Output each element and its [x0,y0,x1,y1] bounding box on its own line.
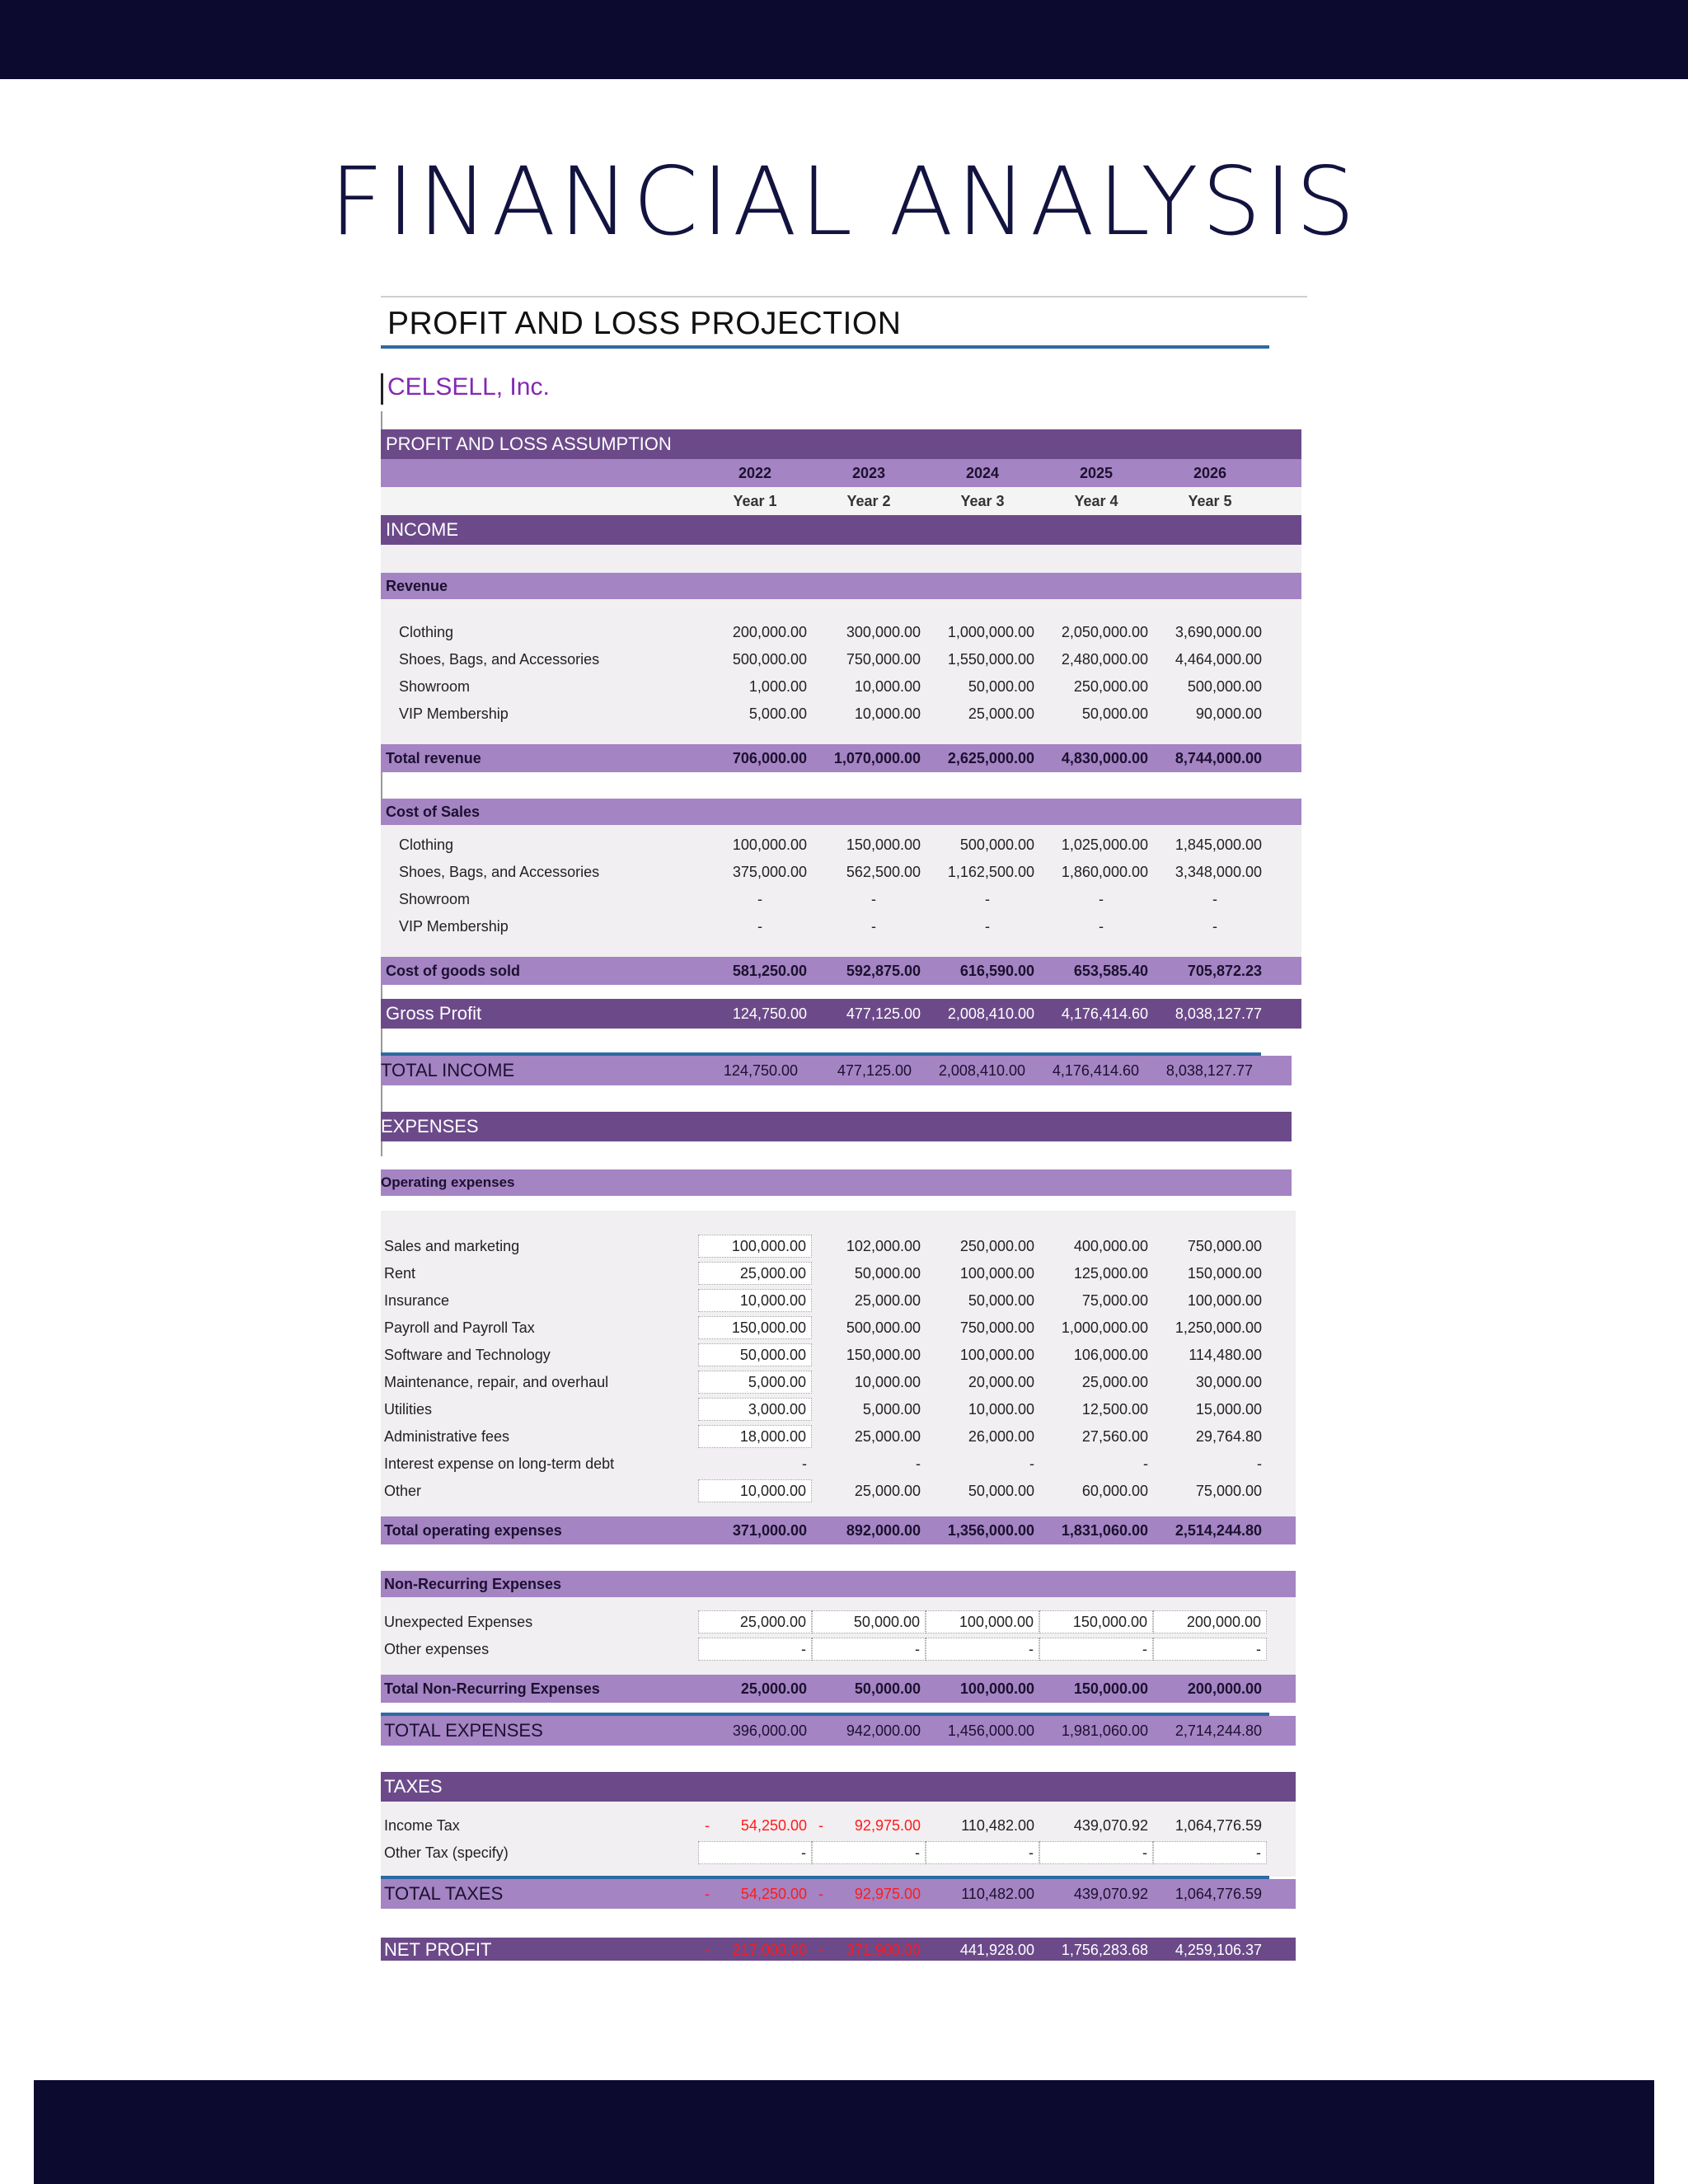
income-tax-row-label: Income Tax [384,1817,460,1834]
operating-row-value[interactable]: 750,000.00 [959,1319,1034,1336]
gross-profit-row-value: 8,038,127.77 [1175,1005,1262,1022]
revenue-row [381,673,1301,701]
nonrecurring-row-value[interactable]: 100,000.00 [926,1610,1039,1633]
revenue-row [381,701,1301,728]
revenue-row-value: 2,050,000.00 [1061,624,1148,640]
nonrecurring-row-label: Unexpected Expenses [384,1614,533,1630]
cost-row-value: 100,000.00 [732,837,807,853]
total-nonrecurring-row-label: Total Non-Recurring Expenses [384,1680,600,1697]
total-income-row-value: 477,125.00 [837,1062,912,1079]
revenue-row-value: 50,000.00 [968,678,1034,695]
top-band [0,0,1688,79]
cost-row [381,832,1301,859]
negative-sign: - [818,1885,823,1902]
revenue-row-value: 10,000.00 [854,678,921,695]
cost-row-value: - [985,918,990,935]
cost-header [381,799,1301,825]
revenue-row-value: 90,000.00 [1195,705,1262,722]
operating-row-value[interactable]: 10,000.00 [968,1400,1034,1418]
cogs-row [381,957,1301,985]
revenue-row-label: Shoes, Bags, and Accessories [399,651,600,668]
operating-row-value[interactable]: 18,000.00 [698,1425,812,1448]
other-tax-row-value[interactable]: - [1153,1841,1267,1864]
total-income-row-value: 124,750.00 [723,1062,798,1079]
years-row-value: 2025 [1079,464,1114,481]
total-nonrecurring-row [381,1675,1296,1703]
total-taxes-row-value: 1,064,776.59 [1175,1885,1262,1902]
revenue-row-value: 1,000.00 [748,678,807,695]
pl-sheet [381,296,1307,1961]
operating-row [381,1342,1296,1369]
income-tax-row-value: 439,070.92 [1073,1817,1148,1834]
other-tax-row [381,1840,1296,1867]
revenue-row-value: 2,480,000.00 [1061,651,1148,668]
operating-row-value[interactable]: 25,000.00 [854,1482,921,1499]
operating-row-value[interactable]: 125,000.00 [1073,1264,1148,1282]
expenses-header [381,1112,1292,1141]
total-expenses-row-value: 942,000.00 [846,1722,921,1739]
revenue-row-value: 1,000,000.00 [947,624,1034,640]
years-row [381,459,1301,487]
net-profit-row [381,1938,1296,1961]
net-profit-row-value: - 217,000.00 [705,1941,807,1958]
net-profit-row-value: 441,928.00 [959,1941,1034,1958]
other-tax-row-value[interactable]: - [812,1841,926,1864]
revenue-row-label: VIP Membership [399,705,509,722]
operating-row-value[interactable]: 250,000.00 [959,1237,1034,1254]
total-income-row-value: 4,176,414.60 [1052,1062,1139,1079]
gross-profit-row-label: Gross Profit [386,1003,482,1024]
operating-row-value[interactable]: 12,500.00 [1081,1400,1148,1418]
operating-row-value[interactable]: 150,000.00 [1187,1264,1262,1282]
net-profit-row-value: - 371,900.00 [818,1941,921,1958]
total-operating-row-label: Total operating expenses [384,1521,562,1539]
revenue-row-value: 250,000.00 [1073,678,1148,695]
cost-row-value: 375,000.00 [732,864,807,880]
operating-row-label: Interest expense on long-term debt [384,1455,615,1472]
years-row-value: 2023 [851,464,886,481]
total-expenses-row-value: 396,000.00 [732,1722,807,1739]
years-row-value: 2026 [1193,464,1227,481]
operating-row-value[interactable]: 27,560.00 [1081,1427,1148,1445]
operating-row [381,1233,1296,1260]
total-income-row-value: 2,008,410.00 [938,1062,1025,1079]
cost-header-label: Cost of Sales [386,803,481,820]
nonrecurring-header-label: Non-Recurring Expenses [384,1575,562,1592]
negative-sign: - [818,1941,823,1958]
year-labels-row-value: Year 3 [960,492,1005,509]
nonrecurring-row-value[interactable]: 25,000.00 [698,1610,812,1633]
other-tax-row-value[interactable]: - [1039,1841,1153,1864]
nonrecurring-row [381,1609,1296,1636]
operating-row-value[interactable]: 29,764.80 [1195,1427,1262,1445]
cost-row-label: Shoes, Bags, and Accessories [399,864,600,880]
total-nonrecurring-row-value: 200,000.00 [1187,1680,1262,1697]
revenue-row [381,619,1301,646]
taxes-header [381,1772,1296,1802]
expenses-header-label: EXPENSES [381,1116,479,1137]
operating-row-value[interactable]: 500,000.00 [846,1319,921,1336]
cost-row [381,859,1301,886]
cost-row-value: - [985,891,990,907]
operating-row [381,1369,1296,1396]
operating-row-value[interactable]: 150,000.00 [698,1316,812,1339]
total-taxes-row-value: 110,482.00 [961,1885,1034,1902]
revenue-row-value: 1,550,000.00 [947,651,1034,668]
total-income-row-label: TOTAL INCOME [381,1060,515,1080]
cogs-row-label: Cost of goods sold [386,962,520,979]
operating-row-label: Payroll and Payroll Tax [384,1319,535,1336]
cost-row-value: - [1099,891,1104,907]
negative-sign: - [705,1817,710,1834]
negative-sign: - [705,1941,710,1958]
operating-row-value[interactable]: 15,000.00 [1195,1400,1262,1418]
operating-row-value[interactable]: 25,000.00 [1081,1373,1148,1390]
total-income-row-value: 8,038,127.77 [1165,1062,1253,1079]
operating-row-label: Sales and marketing [384,1238,520,1254]
nonrecurring-row-value[interactable]: 150,000.00 [1039,1610,1153,1633]
revenue-row-value: 300,000.00 [846,624,921,640]
cost-row-value: 3,348,000.00 [1175,864,1262,880]
operating-row-value[interactable]: 25,000.00 [698,1262,812,1285]
operating-row-value[interactable]: - [916,1455,921,1472]
total-nonrecurring-row-value: 150,000.00 [1073,1680,1148,1697]
total-operating-row-value: 1,831,060.00 [1061,1521,1148,1539]
nonrecurring-row-value[interactable]: - [812,1638,926,1661]
nonrecurring-row-value[interactable]: 50,000.00 [812,1610,926,1633]
nonrecurring-row-label: Other expenses [384,1641,490,1657]
cost-row-value: - [1212,918,1217,935]
year-labels-row-value: Year 4 [1074,492,1118,509]
cogs-row-value: 705,872.23 [1187,962,1262,979]
total-revenue-row-value: 4,830,000.00 [1061,749,1148,766]
operating-row-value[interactable]: 30,000.00 [1195,1373,1262,1390]
operating-row-value[interactable]: 75,000.00 [1081,1291,1148,1309]
operating-row-value[interactable]: 106,000.00 [1073,1346,1148,1363]
operating-row-value[interactable]: 100,000.00 [959,1264,1034,1282]
years-row-value: 2022 [738,464,772,481]
total-operating-row-value: 1,356,000.00 [947,1521,1034,1539]
cost-row [381,913,1301,940]
operating-row-value[interactable]: 1,000,000.00 [1061,1319,1148,1336]
operating-row-label: Other [384,1483,422,1499]
operating-row-value[interactable]: 50,000.00 [698,1343,812,1366]
operating-row-value[interactable]: 400,000.00 [1073,1237,1148,1254]
negative-sign: - [818,1817,823,1834]
income-header [381,515,1301,545]
operating-row-value[interactable]: - [1143,1455,1148,1472]
operating-row-label: Rent [384,1265,416,1282]
operating-row [381,1287,1296,1315]
total-revenue-row-value: 706,000.00 [732,749,807,766]
cost-row [381,886,1301,913]
operating-row [381,1451,1296,1478]
operating-row-value[interactable]: 10,000.00 [854,1373,921,1390]
assumption-header-label: PROFIT AND LOSS ASSUMPTION [386,434,672,454]
cost-row-value: 1,162,500.00 [947,864,1034,880]
total-operating-row [381,1516,1296,1544]
total-expenses-row [381,1716,1296,1746]
operating-row-value[interactable]: 26,000.00 [968,1427,1034,1445]
operating-row [381,1396,1296,1423]
operating-header-label: Operating expenses [381,1174,515,1190]
operating-row-value[interactable]: 150,000.00 [846,1346,921,1363]
total-taxes-row-value: 439,070.92 [1073,1885,1148,1902]
other-tax-row-value[interactable]: - [926,1841,1039,1864]
operating-row [381,1423,1296,1451]
operating-row-value[interactable]: 100,000.00 [959,1346,1034,1363]
revenue-row-value: 5,000.00 [748,705,807,722]
operating-row-value[interactable]: 1,250,000.00 [1175,1319,1262,1336]
other-tax-row-label: Other Tax (specify) [384,1844,509,1861]
operating-spacer [381,1211,1296,1234]
net-profit-row-value: 1,756,283.68 [1061,1941,1148,1958]
income-tax-row [381,1812,1296,1840]
operating-row [381,1478,1296,1505]
income-tax-row-value: - 54,250.00 [705,1817,807,1834]
year-labels-row-value: Year 2 [846,492,891,509]
revenue-spacer-bottom [381,728,1301,744]
nonrecurring-row-value[interactable]: - [1039,1638,1153,1661]
operating-row [381,1260,1296,1287]
cost-row-value: 1,845,000.00 [1175,837,1262,853]
operating-row-value[interactable]: 60,000.00 [1081,1482,1148,1499]
total-taxes-row-value: - 92,975.00 [818,1885,921,1902]
total-nonrecurring-row-value: 100,000.00 [959,1680,1034,1697]
revenue-row-value: 3,690,000.00 [1175,624,1262,640]
operating-row-value[interactable]: 5,000.00 [698,1371,812,1394]
total-revenue-row-value: 2,625,000.00 [947,749,1034,766]
pl-rows [381,296,1307,1960]
cost-row-value: 1,860,000.00 [1061,864,1148,880]
total-taxes-row [381,1879,1296,1909]
cogs-row-value: 616,590.00 [959,962,1034,979]
revenue-row-value: 200,000.00 [732,624,807,640]
revenue-row-value: 25,000.00 [968,705,1034,722]
revenue-spacer [381,599,1301,619]
total-expenses-row-value: 2,714,244.80 [1175,1722,1262,1739]
total-expenses-row-value: 1,456,000.00 [947,1722,1034,1739]
cogs-row-value: 581,250.00 [732,962,807,979]
revenue-row-label: Clothing [399,624,454,640]
income-header-label: INCOME [386,519,458,540]
total-expenses-row-value: 1,981,060.00 [1061,1722,1148,1739]
net-profit-row-label: NET PROFIT [384,1939,492,1960]
assumption-header [381,429,1301,459]
cost-row-value: - [1212,891,1217,907]
cost-row-value: - [1099,918,1104,935]
income-tax-row-value: 110,482.00 [961,1817,1034,1834]
operating-row-value[interactable]: 750,000.00 [1187,1237,1262,1254]
total-nonrecurring-row-value: 25,000.00 [740,1680,807,1697]
nonrecurring-spacer [381,1597,1296,1609]
cost-row-label: VIP Membership [399,918,509,935]
operating-row-value[interactable]: 100,000.00 [1187,1291,1262,1309]
revenue-row-value: 500,000.00 [1187,678,1262,695]
company-name: CELSELL, Inc. [387,373,550,401]
revenue-header [381,573,1301,599]
total-taxes-row-label: TOTAL TAXES [384,1883,504,1904]
nonrecurring-row-value[interactable]: - [926,1638,1039,1661]
cost-row-label: Showroom [399,891,471,907]
total-revenue-row-label: Total revenue [386,749,481,766]
operating-header [381,1169,1292,1196]
nonrecurring-row [381,1636,1296,1663]
years-row-value: 2024 [965,464,1000,481]
total-income-row [381,1056,1292,1085]
operating-row-value[interactable]: 5,000.00 [862,1400,921,1418]
gross-profit-row [381,999,1301,1029]
operating-row-value[interactable]: 25,000.00 [854,1427,921,1445]
cost-row-value: - [871,918,876,935]
taxes-header-label: TAXES [384,1776,443,1797]
operating-row-value[interactable]: - [802,1455,807,1472]
total-operating-row-value: 892,000.00 [846,1521,921,1539]
cost-row-value: 500,000.00 [959,837,1034,853]
total-revenue-row-value: 1,070,000.00 [833,749,921,766]
cost-row-value: - [757,918,762,935]
operating-row-value[interactable]: 102,000.00 [846,1237,921,1254]
nonrecurring-row-value[interactable]: - [1153,1638,1267,1661]
revenue-row-label: Showroom [399,678,471,695]
revenue-header-label: Revenue [386,577,448,594]
cost-row-value: 1,025,000.00 [1061,837,1148,853]
negative-sign: - [705,1885,710,1902]
operating-row-label: Software and Technology [384,1347,551,1363]
operating-row-value[interactable]: 114,480.00 [1189,1346,1262,1363]
cogs-row-value: 653,585.40 [1073,962,1148,979]
cost-row-value: - [871,891,876,907]
total-operating-row-value: 371,000.00 [732,1521,807,1539]
page-title: FINANCIAL ANALYSIS [329,147,1359,256]
cost-row-value: - [757,891,762,907]
year-labels-row [381,487,1301,515]
income-spacer [381,545,1301,573]
revenue-row-value: 750,000.00 [846,651,921,668]
total-nonrecurring-row-value: 50,000.00 [854,1680,921,1697]
total-operating-row-value: 2,514,244.80 [1175,1521,1262,1539]
operating-row-value[interactable]: 25,000.00 [854,1291,921,1309]
operating-row-label: Administrative fees [384,1428,510,1445]
year-labels-row-value: Year 5 [1188,492,1232,509]
other-tax-row-value[interactable]: - [698,1841,812,1864]
revenue-row [381,646,1301,673]
operating-row-value[interactable]: 100,000.00 [698,1235,812,1258]
operating-row-value[interactable]: 10,000.00 [698,1479,812,1502]
income-tax-row-value: 1,064,776.59 [1175,1817,1262,1834]
total-revenue-row [381,744,1301,772]
total-expenses-row-label: TOTAL EXPENSES [384,1720,543,1741]
operating-row-value[interactable]: 50,000.00 [968,1482,1034,1499]
revenue-row-value: 500,000.00 [732,651,807,668]
bottom-band [34,2080,1654,2184]
net-profit-row-value: 4,259,106.37 [1175,1941,1262,1958]
nonrecurring-row-value[interactable]: 200,000.00 [1153,1610,1267,1633]
cost-row-value: 150,000.00 [846,837,921,853]
gross-profit-row-value: 4,176,414.60 [1061,1005,1148,1022]
revenue-row-value: 4,464,000.00 [1175,651,1262,668]
operating-row-value[interactable]: 50,000.00 [854,1264,921,1282]
gross-profit-row-value: 124,750.00 [732,1005,807,1022]
income-tax-row-value: - 92,975.00 [818,1817,921,1834]
cogs-row-value: 592,875.00 [846,962,921,979]
operating-row-value[interactable]: - [1029,1455,1034,1472]
operating-row-label: Utilities [384,1401,433,1418]
operating-row-value[interactable]: 3,000.00 [698,1398,812,1421]
operating-row-value[interactable]: 10,000.00 [698,1289,812,1312]
operating-row [381,1315,1296,1342]
revenue-row-value: 10,000.00 [854,705,921,722]
cost-row-label: Clothing [399,837,454,853]
gross-profit-row-value: 2,008,410.00 [947,1005,1034,1022]
total-revenue-row-value: 8,744,000.00 [1175,749,1262,766]
revenue-row-value: 50,000.00 [1081,705,1148,722]
nonrecurring-row-value[interactable]: - [698,1638,812,1661]
gross-profit-row-value: 477,125.00 [846,1005,921,1022]
nonrecurring-header [381,1571,1296,1597]
cost-spacer-bottom [381,940,1301,957]
operating-row-value[interactable]: 50,000.00 [968,1291,1034,1309]
operating-row-value[interactable]: 75,000.00 [1195,1482,1262,1499]
total-taxes-row-value: - 54,250.00 [705,1885,807,1902]
cost-row-value: 562,500.00 [846,864,921,880]
operating-row-value[interactable]: 20,000.00 [968,1373,1034,1390]
sheet-title: PROFIT AND LOSS PROJECTION [387,306,902,341]
year-labels-row-value: Year 1 [733,492,777,509]
operating-row-value[interactable]: - [1257,1455,1262,1472]
operating-row-label: Maintenance, repair, and overhaul [384,1374,609,1390]
operating-row-label: Insurance [384,1292,450,1309]
